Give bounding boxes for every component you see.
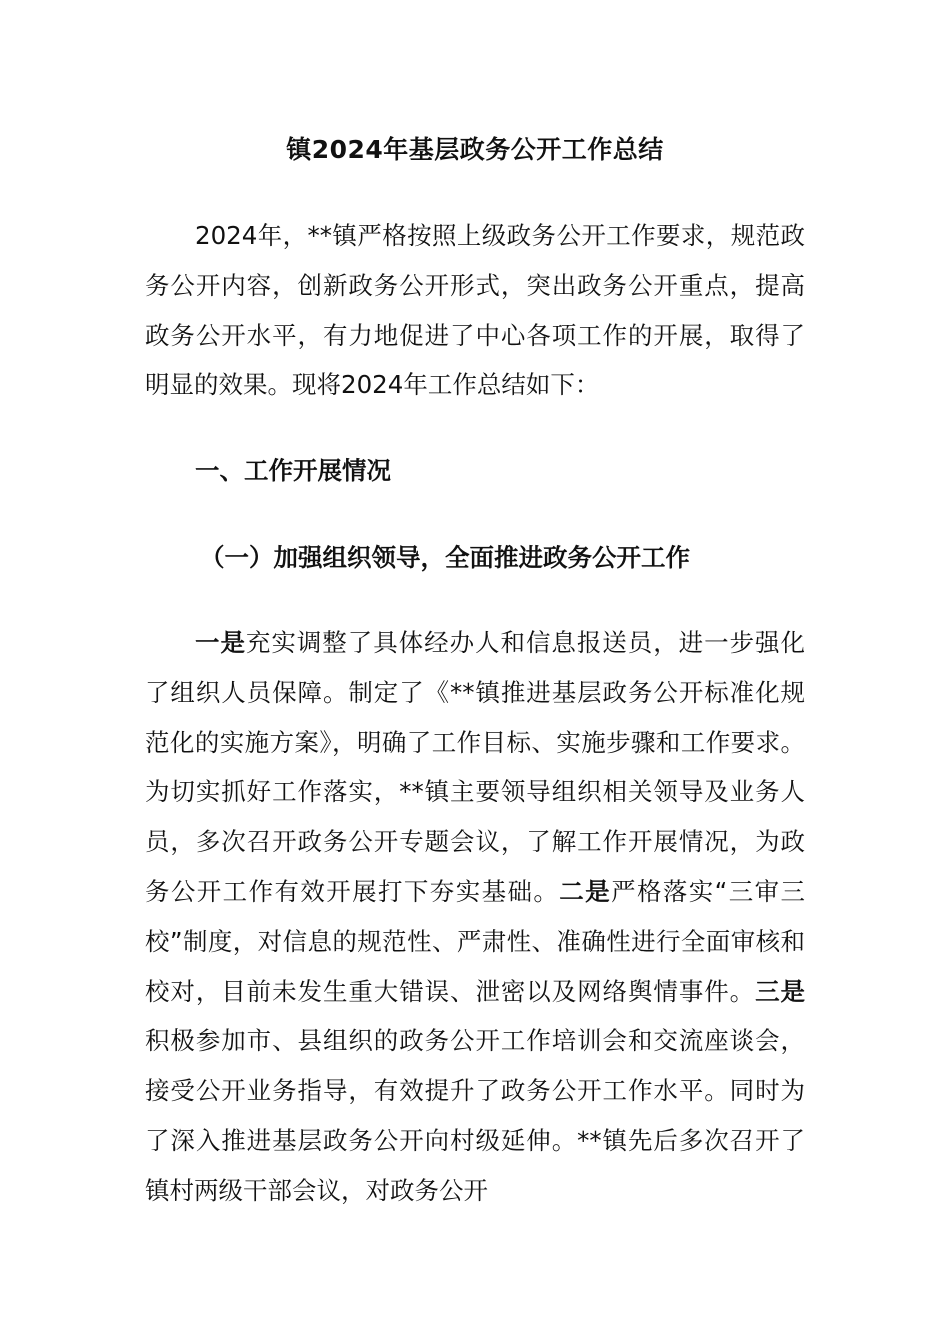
point-label-3: 三是 — [755, 976, 805, 1006]
body-paragraph — [145, 618, 805, 1216]
point-text-3: 积极参加市、县组织的政务公开工作培训会和交流座谈会，接受公开业务指导，有效提升了政务公开工作水平。同时为了深入推进基层政务公开向村级延伸。**镇先后多次召开了镇村两级干部会议，对政务公开 — [145, 1026, 805, 1205]
point-label-1: 一是 — [195, 628, 246, 657]
document-title: 镇2024年基层政务公开工作总结 — [286, 135, 664, 164]
intro-paragraph: 2024年，**镇严格按照上级政务公开工作要求，规范政务公开内容，创新政务公开形式，突出政务公开重点，提高政务公开水平，有力地促进了中心各项工作的开展，取得了明显的效果。现将2024年工作总结如下： — [145, 221, 805, 400]
point-label-2: 二是 — [559, 876, 612, 906]
subsection-heading: （一）加强组织领导，全面推进政务公开工作 — [200, 543, 690, 572]
point-text-2: 严格落实“三审三校”制度，对信息的规范性、严肃性、准确性进行全面审核和校对，目前未发生重大错误、泄密以及网络舆情事件。 — [145, 876, 806, 1006]
point-text-1: 充实调整了具体经办人和信息报送员，进一步强化了组织人员保障。制定了《**镇推进基层政务公开标准化规范化的实施方案》，明确了工作目标、实施步骤和工作要求。为切实抓好工作落实，**镇主要领导组织相关领导及业务人员，多次召开政务公开专题会议，了解工作开展情况，为政务公开工作有效开展打下夯实基础。 — [145, 628, 806, 906]
section-heading: 一、工作开展情况 — [195, 456, 391, 485]
